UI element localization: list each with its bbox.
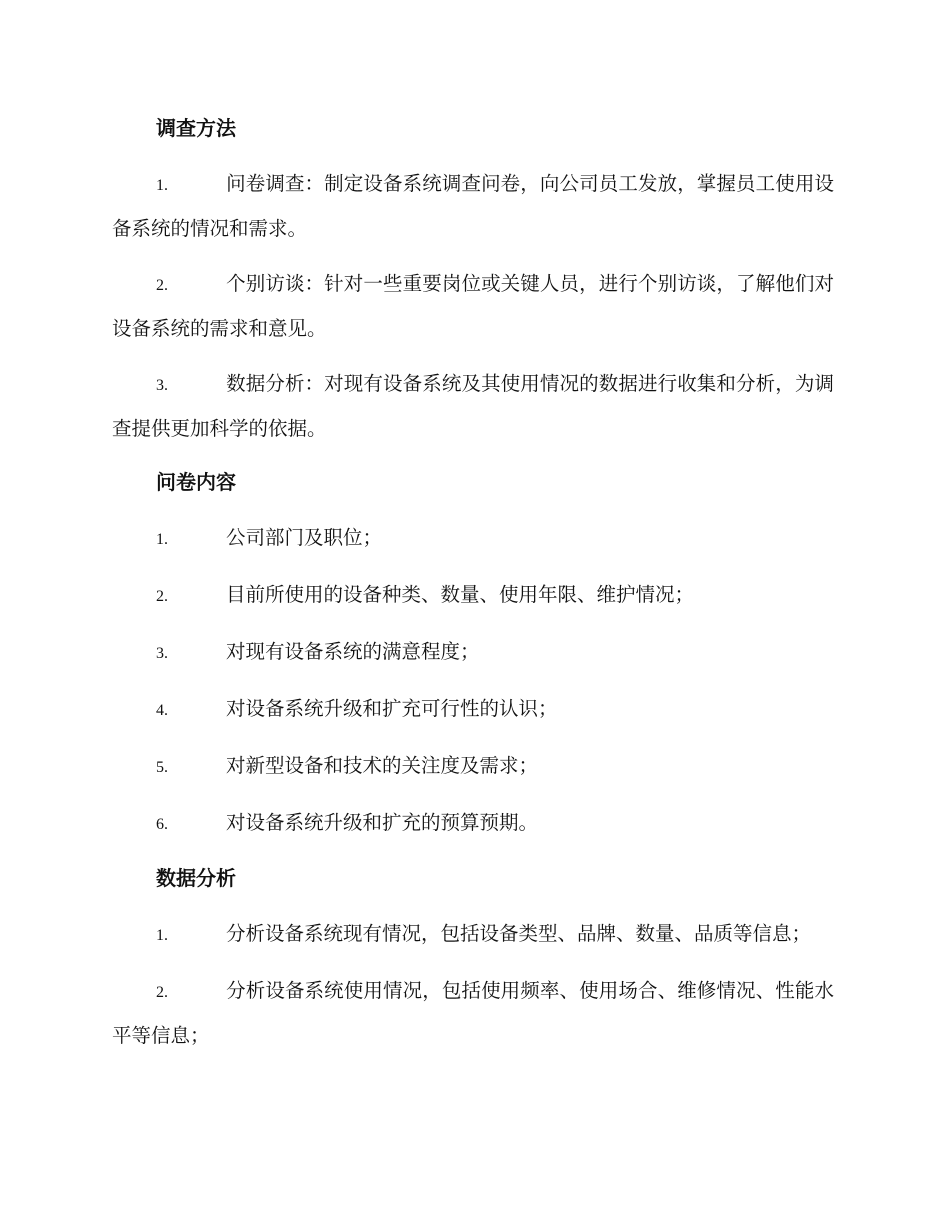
list-item bbox=[112, 516, 834, 561]
list-text: 分析设备系统现有情况，包括设备类型、品牌、数量、品质等信息； bbox=[226, 922, 812, 945]
section-heading-survey-method: 调查方法 bbox=[156, 116, 236, 140]
list-item bbox=[112, 630, 834, 675]
list-text: 问卷调查：制定设备系统调查问卷，向公司员工发放，掌握员工使用设备系统的情况和需求。 bbox=[112, 172, 834, 240]
list-item bbox=[112, 262, 834, 350]
section-heading-questionnaire: 问卷内容 bbox=[156, 470, 236, 494]
list-number: 5. bbox=[156, 759, 168, 776]
section-heading-data-analysis: 数据分析 bbox=[156, 866, 236, 890]
list-item bbox=[112, 362, 834, 450]
list-item bbox=[112, 801, 834, 846]
list-number: 2. bbox=[156, 984, 168, 1001]
list-number: 3. bbox=[156, 645, 168, 662]
list-text: 对设备系统升级和扩充的预算预期。 bbox=[226, 811, 539, 834]
list-item bbox=[112, 687, 834, 732]
document-page bbox=[112, 108, 834, 1069]
list-number: 4. bbox=[156, 702, 168, 719]
list-text: 对现有设备系统的满意程度； bbox=[226, 640, 480, 663]
list-number: 1. bbox=[156, 927, 168, 944]
list-text: 个别访谈：针对一些重要岗位或关键人员，进行个别访谈，了解他们对设备系统的需求和意见。 bbox=[112, 272, 834, 340]
list-text: 公司部门及职位； bbox=[226, 526, 383, 549]
list-text: 对设备系统升级和扩充可行性的认识； bbox=[226, 697, 558, 720]
list-text: 分析设备系统使用情况，包括使用频率、使用场合、维修情况、性能水平等信息； bbox=[112, 979, 834, 1047]
list-number: 6. bbox=[156, 816, 168, 833]
list-text: 数据分析：对现有设备系统及其使用情况的数据进行收集和分析，为调查提供更加科学的依据。 bbox=[112, 372, 834, 440]
list-item bbox=[112, 912, 834, 957]
list-number: 1. bbox=[156, 177, 168, 194]
list-item bbox=[112, 573, 834, 618]
list-number: 2. bbox=[156, 277, 168, 294]
list-item bbox=[112, 744, 834, 789]
list-item bbox=[112, 969, 834, 1057]
list-number: 1. bbox=[156, 531, 168, 548]
list-text: 目前所使用的设备种类、数量、使用年限、维护情况； bbox=[226, 583, 695, 606]
list-number: 3. bbox=[156, 377, 168, 394]
list-number: 2. bbox=[156, 588, 168, 605]
list-item bbox=[112, 162, 834, 250]
list-text: 对新型设备和技术的关注度及需求； bbox=[226, 754, 539, 777]
